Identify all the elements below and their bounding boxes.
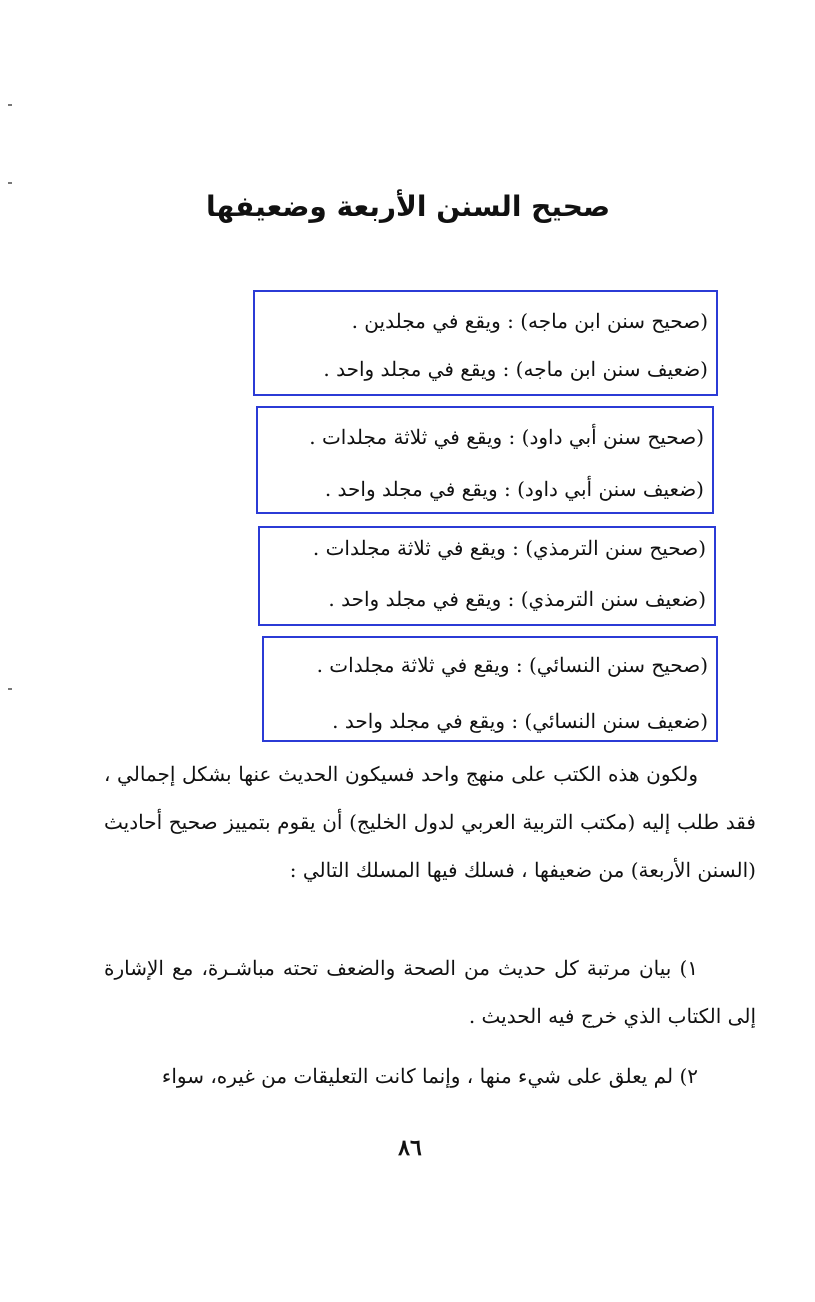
scan-mark	[8, 688, 12, 690]
book-line-daif: (ضعيف سنن أبي داود) : ويقع في مجلد واحد .	[324, 477, 704, 501]
book-box-nasai	[262, 636, 718, 742]
book-line-daif: (ضعيف سنن ابن ماجه) : ويقع في مجلد واحد .	[323, 357, 708, 381]
book-line-daif: (ضعيف سنن الترمذي) : ويقع في مجلد واحد .	[328, 587, 706, 611]
page-number: ٨٦	[398, 1135, 422, 1161]
book-line-daif: (ضعيف سنن النسائي) : ويقع في مجلد واحد .	[332, 709, 708, 733]
body-paragraph	[104, 750, 756, 894]
book-line-sahih: (صحيح سنن ابن ماجه) : ويقع في مجلدين .	[351, 309, 708, 333]
book-box-ibn-majah	[253, 290, 718, 396]
page-title: صحيح السنن الأربعة وضعيفها	[205, 190, 611, 223]
book-line-sahih: (صحيح سنن أبي داود) : ويقع في ثلاثة مجلدات .	[309, 425, 704, 449]
book-box-tirmidhi	[258, 526, 716, 626]
list-item-2: ٢) لم يعلق على شيء منها ، وإنما كانت التعليقات من غيره، سواء	[161, 1064, 698, 1088]
book-box-abu-dawud	[256, 406, 714, 514]
paragraph-text: ولكون هذه الكتب على منهج واحد فسيكون الحديث عنها بشكل إجمالي ، فقد طلب إليه (مكتب التربية العربي لدول الخليج) أن يقوم بتمييز صحيح أحاديث (السنن الأربعة) من ضعيفها ، فسلك فيها المسلك التالي :	[104, 762, 756, 882]
scan-mark	[8, 104, 12, 106]
book-line-sahih: (صحيح سنن النسائي) : ويقع في ثلاثة مجلدات .	[316, 653, 708, 677]
list-item-1: ١) بيان مرتبة كل حديث من الصحة والضعف تحته مباشـرة، مع الإشارة إلى الكتاب الذي خرج فيه الحديث .	[104, 956, 756, 1028]
book-line-sahih: (صحيح سنن الترمذي) : ويقع في ثلاثة مجلدات .	[312, 536, 706, 560]
